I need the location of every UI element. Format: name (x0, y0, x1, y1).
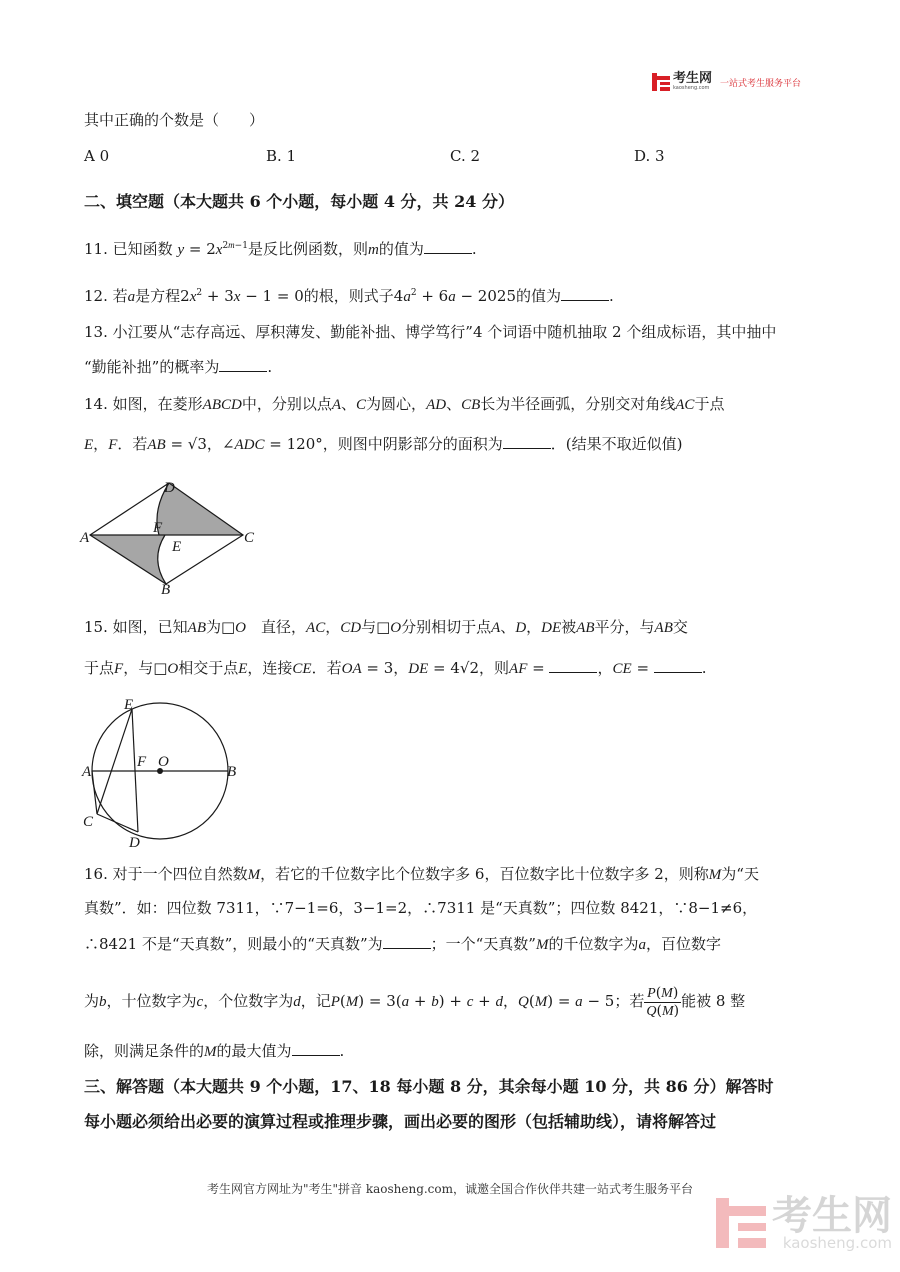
q16-text-15: 能被 8 整 (681, 992, 746, 1010)
q14-label-a: A (80, 530, 90, 546)
q14-text-7: 于点 (694, 395, 725, 413)
q16-text-1: 对于一个四位自然数 (112, 865, 248, 883)
q10-option-b: B. 1 (266, 147, 297, 165)
q15-text-16: ．若 (311, 659, 342, 677)
q15-text-2: 为□ (205, 618, 236, 636)
q16-text-5: ∴8421 不是“天真数”，则最小的“天真数”为 (84, 935, 383, 953)
q16-line-4: 为b，十位数字为c，个位数字为d，记P(M) = 3(a + b) + c + d，Q(M) = a − 5；若 $\frac{P(M)}{Q(M)}$ 能被 8 整 (84, 984, 746, 1019)
q14-text-9: ．若 (117, 435, 148, 453)
q11-text-2: 是反比例函数，则 (247, 240, 368, 258)
q15-text-10: 平分，与 (594, 618, 655, 636)
q16-text-18: . (339, 1042, 345, 1060)
q15-text-11: 交 (672, 618, 688, 636)
q15-line-1: 15. 如图，已知AB为□O 直径，AC，CD与□O分别相切于点A、D，DE被AB平分，与AB交 (84, 618, 688, 636)
q15-circle-figure (78, 690, 248, 855)
q11-text-1: 已知函数 (112, 240, 173, 258)
q12-text-2: 是方程 (135, 287, 181, 305)
logo-name: 考生网 (673, 71, 713, 86)
q13-text-1: “勤能补拙”的概率为 (84, 358, 220, 376)
question-11: 11. 已知函数 $y = 2x^{2m-1}$是反比例函数，则m的值为 . (84, 240, 477, 258)
logo-slogan: 一站式考生服务平台 (720, 78, 802, 89)
watermark-domain: kaosheng.com (782, 1234, 892, 1252)
q12-text-3: 的根，则式子 (303, 287, 394, 305)
q15-segment-cd (97, 814, 138, 832)
q14-label-f: F (153, 520, 163, 536)
q14-text-10: ， (206, 435, 222, 453)
watermark-logo-icon (716, 1198, 766, 1248)
q11-answer-blank[interactable] (424, 239, 472, 254)
question-12: 12. 若a是方程$2x^2 + 3x - 1 = 0$的根，则式子$4a^2 + 6a - 2025$的值为 . (84, 287, 614, 305)
q16-text-10: ，十位数字为 (106, 992, 197, 1010)
kaosheng-logo-icon (652, 73, 670, 91)
q14-label-d: D (164, 480, 175, 496)
q16-text-8: ，百位数字 (645, 935, 721, 953)
logo-domain: kaosheng.com (673, 85, 710, 91)
q14-text-6: 长为半径画弧，分别交对角线 (480, 395, 676, 413)
q15-text-4: ， (325, 618, 341, 636)
q13-line-1: 13. 小江要从“志存高远、厚积薄发、勤能补拙、博学笃行”4 个词语中随机抽取 2 个组成标语，其中抽中 (84, 323, 777, 341)
q16-text-3: 为“天 (721, 865, 759, 883)
q15-text-1: 如图，已知 (112, 618, 188, 636)
q15-text-5: 与□ (361, 618, 391, 636)
q12-text-1: 若 (112, 287, 128, 305)
q13-text-2: . (267, 358, 273, 376)
q14-line-2: E，F．若AB = √3，∠ADC = 120°，则图中阴影部分的面积为 ．(结果不取近似值) (84, 435, 683, 453)
q11-text-3: 的值为 (378, 240, 424, 258)
q12-num: 12. (84, 287, 108, 305)
section3-line-1: 三、解答题（本大题共 9 个小题，17、18 每小题 8 分，其余每小题 10 分，共 86 分）解答时 (84, 1077, 774, 1096)
q14-text-4: 为圆心， (366, 395, 427, 413)
q14-text-8: ， (93, 435, 109, 453)
q15-label-a: A (82, 764, 92, 780)
q16-text-9: 为 (84, 992, 100, 1010)
q15-answer-blank-ce[interactable] (654, 658, 702, 673)
q15-text-9: 被 (561, 618, 577, 636)
q16-text-6: ；一个“天真数” (430, 935, 536, 953)
q15-label-b: B (227, 764, 237, 780)
q10-prompt: 其中正确的个数是（ ） (84, 111, 265, 129)
q16-text-17: 的最大值为 (216, 1042, 292, 1060)
q16-line-5: 除，则满足条件的M的最大值为 . (84, 1042, 345, 1060)
section3-line-2: 每小题必须给出必要的演算过程或推理步骤，画出必要的图形（包括辅助线），请将解答过 (84, 1112, 717, 1131)
q10-option-c: C. 2 (450, 147, 481, 165)
q14-text-12: ．(结果不取近似值) (550, 435, 683, 453)
q15-num: 15. (84, 618, 108, 636)
watermark (716, 1193, 892, 1252)
q12-answer-blank[interactable] (561, 286, 609, 301)
q13-line-2 (84, 357, 272, 377)
q16-text-7: 的千位数字为 (548, 935, 639, 953)
q16-line-2: 真数”．如：四位数 7311，∵7−1=6，3−1=2，∴7311 是“天真数”；四位数 8421，∵8−1≠6， (84, 899, 758, 917)
q14-num: 14. (84, 395, 108, 413)
q15-text-7: 、 (500, 618, 516, 636)
q10-option-d: D. 3 (634, 147, 665, 165)
q12-text-5: . (609, 287, 614, 305)
q15-line-2: 于点F，与□O相交于点E，连接CE．若OA = 3，DE = 4√2，则AF = ，CE = . (84, 659, 707, 677)
q14-text-11: ，则图中阴影部分的面积为 (322, 435, 503, 453)
section2-title: 二、填空题（本大题共 6 个小题，每小题 4 分，共 24 分） (84, 192, 514, 211)
q16-text-12: ，记 (300, 992, 331, 1010)
q14-text-2: 中，分别以点 (241, 395, 332, 413)
q13-answer-blank[interactable] (219, 357, 267, 372)
q14-label-b: B (161, 582, 171, 598)
q16-text-14: ；若 (614, 992, 645, 1010)
q15-segment-ce (97, 709, 132, 814)
q15-text-14: 相交于点 (178, 659, 239, 677)
q16-answer-blank-min[interactable] (383, 934, 431, 949)
watermark-name: 考生网 (772, 1193, 892, 1239)
q15-label-f: F (137, 754, 147, 770)
q14-answer-blank[interactable] (503, 434, 551, 449)
q15-text-12: 于点 (84, 659, 115, 677)
page-footer: 考生网官方网址为"考生"拼音 kaosheng.com，诚邀全国合作伙伴共建一站式考生服务平台 (206, 1182, 694, 1196)
header-logo (652, 73, 801, 91)
q16-line-3: ∴8421 不是“天真数”，则最小的“天真数”为 ；一个“天真数”M的千位数字为a，百位数字 (84, 935, 721, 953)
q14-label-e: E (172, 539, 182, 555)
q15-text-19: ， (597, 659, 613, 677)
q10-option-a: A 0 (84, 147, 110, 165)
q16-fraction-pm-qm: $\frac{P(M)}{Q(M)}$ (646, 984, 680, 1019)
q15-segment-ac (92, 771, 97, 814)
q14-text-1: 如图，在菱形 (112, 395, 203, 413)
q14-rhombus-figure (78, 474, 268, 598)
q14-line-1: 14. 如图，在菱形ABCD中，分别以点A、C为圆心，AD、CB长为半径画弧，分别交对角线AC于点 (84, 395, 725, 413)
q15-label-e: E (124, 697, 134, 713)
q15-label-d: D (129, 835, 140, 851)
q11-text-4: . (471, 240, 477, 258)
q15-text-18: ，则 (479, 659, 510, 677)
q15-label-c: C (83, 814, 94, 830)
q15-text-6: 分别相切于点 (401, 618, 492, 636)
q15-text-13: ，与□ (123, 659, 168, 677)
q16-num: 16. (84, 865, 108, 883)
q16-text-16: 除，则满足条件的 (84, 1042, 205, 1060)
q11-num: 11. (84, 240, 108, 258)
q15-answer-blank-af[interactable] (549, 658, 597, 673)
q15-label-o: O (158, 754, 169, 770)
q16-text-2: ，若它的千位数字比个位数字多 6，百位数字比十位数字多 2，则称 (260, 865, 709, 883)
q14-label-c: C (244, 530, 255, 546)
q15-text-8: ， (526, 618, 542, 636)
q15-text-20: . (701, 659, 707, 677)
q14-text-3: 、 (341, 395, 357, 413)
q15-text-15: ，连接 (247, 659, 293, 677)
q16-line-1: 16. 对于一个四位自然数M，若它的千位数字比个位数字多 6，百位数字比十位数字多 2，则称M为“天 (84, 865, 759, 883)
q16-text-13: ， (502, 992, 518, 1010)
q15-text-3: 直径， (261, 618, 307, 636)
q12-text-4: 的值为 (515, 287, 561, 305)
q16-text-11: ，个位数字为 (203, 992, 294, 1010)
q16-answer-blank-max[interactable] (292, 1041, 340, 1056)
q15-text-17: ， (393, 659, 409, 677)
q14-text-5: 、 (446, 395, 462, 413)
